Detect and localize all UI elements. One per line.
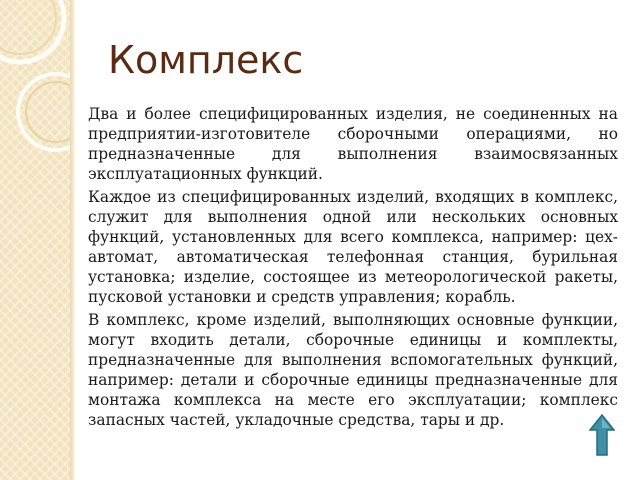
auxiliary-paragraph: В комплекс, кроме изделий, выполняющих основные функции, могут входить детали, сборочные единицы и комплекты, предназначенные для выполнения вспомогательных функций, например: детали и сборочные единицы предназначенные для монтажа комплекса на месте его эксплуатации; комплекс запасных частей, укладочные средства, тары и др.: [88, 311, 618, 429]
decorative-circles: [0, 0, 70, 480]
strip-edge: [70, 0, 75, 480]
decorative-side-strip: [0, 0, 70, 480]
definition-paragraph: Два и более специфицированных изделия, не соединенных на предприятии-изготовителе сборочными операциями, но предназначенные для выполнения взаимосвязанных эксплуатационных функций.: [88, 105, 618, 183]
examples-paragraph: Каждое из специфицированных изделий, входящих в комплекс, служит для выполнения одной или нескольких основных функций, установленных для всего комплекса, например: цех-автомат, автоматическая телефонная станция, бурильная установка; изделие, состоящее из метеорологической ракеты, пусковой установки и средств управления; корабль.: [88, 188, 618, 306]
slide-body: [88, 104, 618, 433]
up-arrow-button[interactable]: [589, 414, 615, 456]
slide-title: Комплекс: [108, 38, 304, 82]
up-arrow-icon: [589, 414, 615, 456]
